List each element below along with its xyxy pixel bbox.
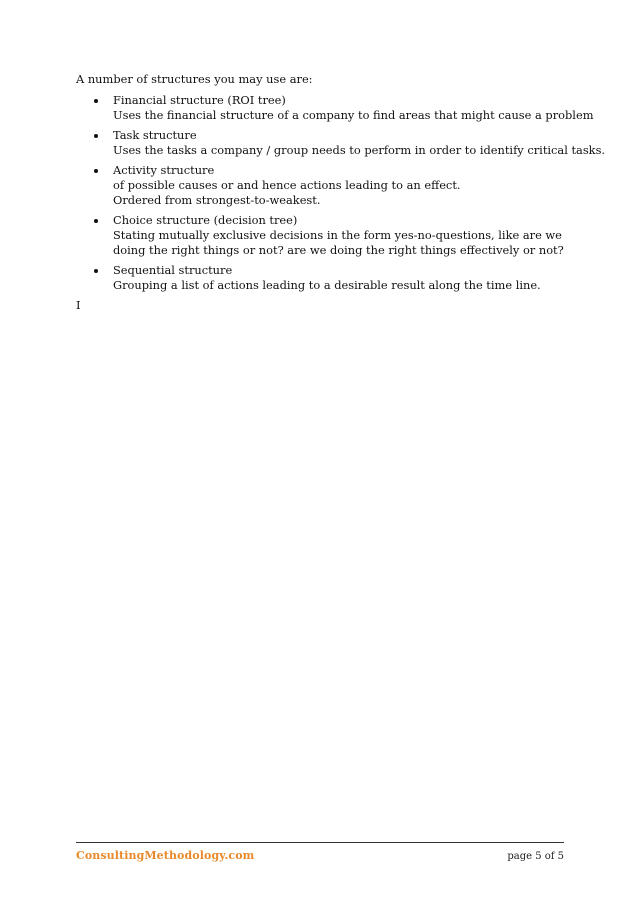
intro-text: A number of structures you may use are:	[76, 72, 313, 86]
item-description: Ordered from strongest-to-weakest.	[113, 193, 321, 207]
item-title: Financial structure (ROI tree)	[113, 93, 286, 107]
footer-brand: ConsultingMethodology.com	[76, 849, 255, 862]
bullet-icon	[94, 219, 98, 223]
bullet-icon	[94, 169, 98, 173]
list-item	[76, 213, 576, 258]
bullet-icon	[94, 269, 98, 273]
page-body	[76, 72, 606, 313]
list-item	[76, 263, 576, 293]
item-description: Grouping a list of actions leading to a desirable result along the time line.	[113, 278, 541, 292]
bullet-icon	[94, 134, 98, 138]
item-description: of possible causes or and hence actions leading to an effect.	[113, 178, 461, 192]
list-item	[76, 93, 594, 123]
list-item	[76, 128, 606, 158]
item-title: Activity structure	[113, 163, 215, 177]
item-description: Stating mutually exclusive decisions in the form yes-no-questions, like are we doing the right things or not? are we doing the right things effectively or not?	[113, 228, 564, 257]
item-title: Task structure	[113, 128, 197, 142]
list-item	[76, 163, 576, 208]
item-description: Uses the financial structure of a company to find areas that might cause a problem	[113, 108, 594, 122]
page-number: page 5 of 5	[507, 851, 564, 862]
item-description: Uses the tasks a company / group needs to perform in order to identify critical tasks.	[113, 143, 606, 157]
structures-list	[76, 93, 606, 293]
bullet-icon	[94, 99, 98, 103]
item-title: Choice structure (decision tree)	[113, 213, 298, 227]
trailing-text: I	[76, 298, 81, 312]
item-title: Sequential structure	[113, 263, 233, 277]
page-footer	[76, 842, 564, 862]
